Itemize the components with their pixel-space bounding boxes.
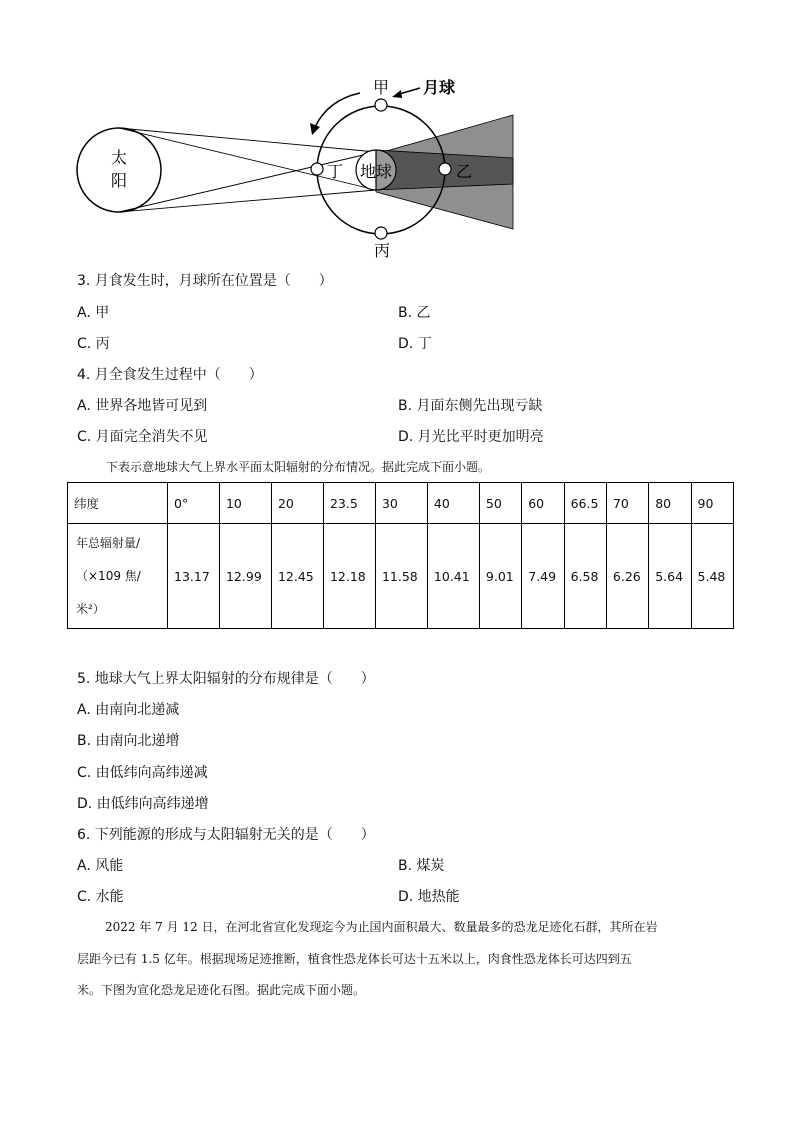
moon-position-bing (375, 227, 387, 239)
sun-ray (119, 128, 376, 152)
table-cell-value: 12.45 (271, 524, 323, 629)
moon-position-jia (375, 99, 387, 111)
moon-position-ding (311, 163, 323, 175)
q6-option-d[interactable]: D. 地热能 (398, 889, 460, 905)
q3-option-d[interactable]: D. 丁 (398, 336, 432, 352)
table-cell-value: 9.01 (479, 524, 521, 629)
q5-option-d[interactable]: D. 由低纬向高纬递增 (77, 796, 209, 812)
sun-label-top: 太 (111, 148, 128, 167)
table-cell-latitude: 80 (649, 483, 691, 524)
q4-option-b[interactable]: B. 月面东侧先出现亏缺 (398, 398, 543, 414)
q3-option-c[interactable]: C. 丙 (77, 336, 110, 352)
table-cell-value: 13.17 (168, 524, 220, 629)
table-cell-value: 6.26 (606, 524, 648, 629)
row-label-line: 米²） (76, 601, 105, 616)
q5-option-a[interactable]: A. 由南向北递减 (77, 702, 180, 718)
sun-ray (119, 190, 376, 212)
table-cell-latitude: 10 (219, 483, 271, 524)
table-cell-value: 5.48 (691, 524, 733, 629)
earth-label: 地球 (360, 162, 393, 181)
table-cell-latitude: 70 (606, 483, 648, 524)
orbit-direction-arrowhead (310, 123, 320, 135)
table-cell-latitude: 30 (375, 483, 427, 524)
q5-option-c[interactable]: C. 由低纬向高纬递减 (77, 765, 208, 781)
table-cell-latitude: 20 (271, 483, 323, 524)
q6-option-c[interactable]: C. 水能 (77, 889, 124, 905)
q4-option-c[interactable]: C. 月面完全消失不见 (77, 429, 208, 445)
q6-option-a[interactable]: A. 风能 (77, 858, 124, 874)
q4-option-a[interactable]: A. 世界各地皆可见到 (77, 398, 208, 414)
table-intro: 下表示意地球大气上界水平面太阳辐射的分布情况。据此完成下面小题。 (106, 460, 491, 474)
table-cell-latitude: 23.5 (323, 483, 375, 524)
q5-stem: 5. 地球大气上界太阳辐射的分布规律是（ ） (77, 671, 375, 687)
table-cell-value: 7.49 (522, 524, 564, 629)
table-header-label: 纬度 (68, 483, 168, 524)
table-cell-value: 10.41 (427, 524, 479, 629)
q3-option-a[interactable]: A. 甲 (77, 305, 110, 321)
label-yi: 乙 (456, 162, 473, 181)
radiation-table (67, 482, 734, 629)
table-row-label (68, 524, 168, 629)
q4-option-d[interactable]: D. 月光比平时更加明亮 (398, 429, 544, 445)
q3-option-b[interactable]: B. 乙 (398, 305, 431, 321)
q5-option-b[interactable]: B. 由南向北递增 (77, 733, 180, 749)
table-cell-latitude: 50 (479, 483, 521, 524)
passage-line: 米。下图为宣化恐龙足迹化石图。据此完成下面小题。 (77, 983, 366, 997)
table-cell-latitude: 40 (427, 483, 479, 524)
label-jia: 甲 (373, 78, 390, 97)
table-cell-value: 6.58 (564, 524, 606, 629)
moon-pointer-arrowhead (392, 90, 402, 98)
label-bing: 丙 (374, 241, 391, 260)
eclipse-diagram (60, 70, 530, 270)
table-row-latitude (68, 483, 734, 524)
table-cell-latitude: 90 (691, 483, 733, 524)
table-cell-latitude: 0° (168, 483, 220, 524)
table-row-radiation (68, 524, 734, 629)
table-cell-value: 12.18 (323, 524, 375, 629)
passage-line: 层距今已有 1.5 亿年。根据现场足迹推断，植食性恐龙体长可达十五米以上，肉食性恐龙体长可达四到五 (77, 952, 632, 966)
table-cell-value: 11.58 (375, 524, 427, 629)
moon-position-yi (439, 163, 451, 175)
label-ding: 丁 (327, 162, 344, 181)
q4-stem: 4. 月全食发生过程中（ ） (77, 367, 263, 383)
row-label-line: （×109 焦/ (76, 568, 141, 583)
table-cell-value: 5.64 (649, 524, 691, 629)
table-cell-latitude: 60 (522, 483, 564, 524)
passage-line: 2022 年 7 月 12 日，在河北省宣化发现迄今为止国内面积最大、数量最多的恐龙足迹化石群，其所在岩 (105, 920, 658, 934)
table-cell-latitude: 66.5 (564, 483, 606, 524)
q6-option-b[interactable]: B. 煤炭 (398, 858, 445, 874)
row-label-line: 年总辐射量/ (76, 535, 141, 550)
orbit-direction-arrow (315, 93, 360, 127)
sun-circle (77, 128, 161, 212)
table-cell-value: 12.99 (219, 524, 271, 629)
q3-stem: 3. 月食发生时，月球所在位置是（ ） (77, 273, 333, 289)
sun-label-bottom: 阳 (111, 171, 128, 190)
q6-stem: 6. 下列能源的形成与太阳辐射无关的是（ ） (77, 827, 375, 843)
moon-label: 月球 (423, 78, 456, 97)
